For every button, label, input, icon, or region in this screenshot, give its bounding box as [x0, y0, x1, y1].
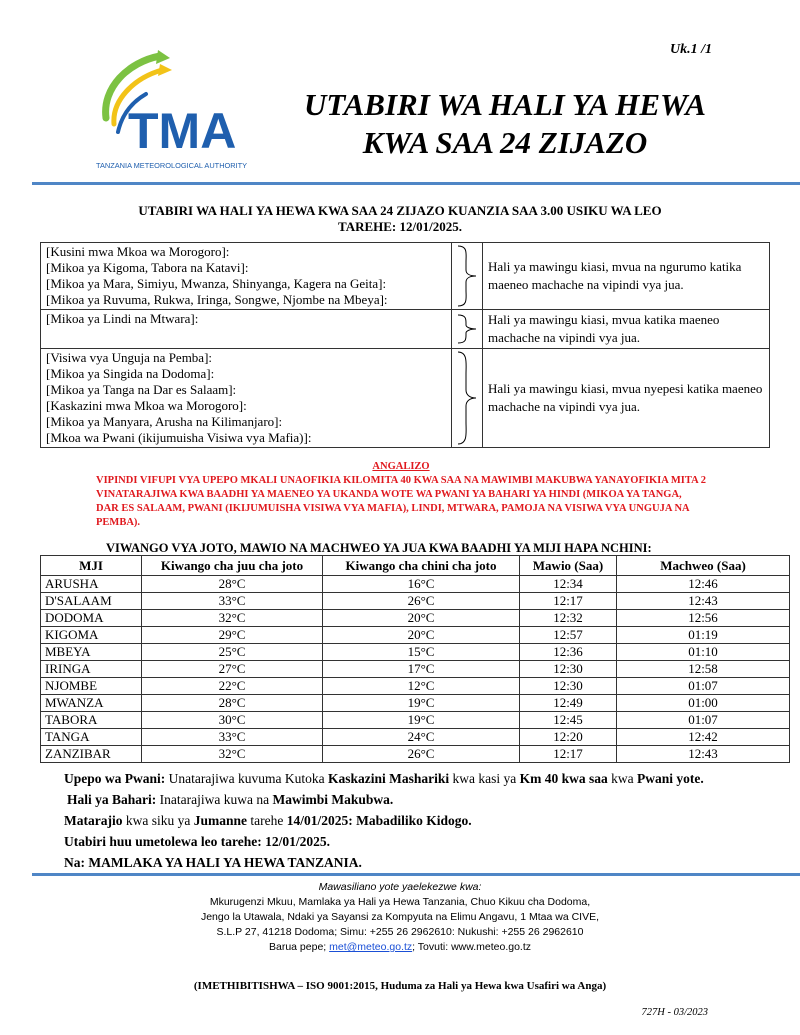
sunset-cell: 01:07	[617, 712, 790, 729]
sunrise-cell: 12:17	[520, 746, 617, 763]
curly-brace-icon	[452, 313, 482, 345]
tma-logo	[88, 48, 260, 176]
region-label: [Mikoa ya Tanga na Dar es Salaam]:	[46, 382, 237, 397]
sea-text: Inatarajiwa kuwa na	[156, 792, 273, 807]
warning-heading: ANGALIZO	[372, 461, 430, 472]
table-row	[41, 712, 790, 729]
sea-state-note	[64, 789, 774, 810]
outlook-text: kwa siku ya	[122, 813, 194, 828]
email-label: Barua pepe;	[268, 941, 330, 953]
city-cell: ZANZIBAR	[41, 746, 142, 763]
forecast-regions	[41, 310, 452, 349]
coastal-wind-note	[64, 768, 774, 789]
logo-abbr: TMA	[128, 103, 237, 159]
min-temp-cell: 15°C	[323, 644, 520, 661]
min-temp-cell: 19°C	[323, 695, 520, 712]
table-row	[41, 644, 790, 661]
outlook-label: Matarajio	[64, 813, 123, 828]
brace-cell	[452, 310, 483, 349]
contact-footer	[110, 880, 690, 955]
sunset-cell: 01:10	[617, 644, 790, 661]
sunset-cell: 12:46	[617, 576, 790, 593]
city-cell: DODOMA	[41, 610, 142, 627]
min-temp-cell: 20°C	[323, 610, 520, 627]
wind-text: kwa	[607, 771, 637, 786]
wind-speed: Km 40 kwa saa	[519, 771, 608, 786]
region-label: [Visiwa vya Unguja na Pemba]:	[46, 350, 213, 365]
sunset-cell: 01:00	[617, 695, 790, 712]
city-cell: MWANZA	[41, 695, 142, 712]
title-line-2: KWA SAA 24 ZIJAZO	[362, 125, 648, 160]
min-temp-cell: 17°C	[323, 661, 520, 678]
subtitle-date: TAREHE: 12/01/2025.	[338, 219, 462, 234]
column-header-min-temp: Kiwango cha chini cha joto	[323, 556, 520, 576]
city-cell: KIGOMA	[41, 627, 142, 644]
region-label: [Mikoa ya Manyara, Arusha na Kilimanjaro]:	[46, 414, 283, 429]
column-header-city: MJI	[41, 556, 142, 576]
issuer	[64, 852, 774, 873]
outlook-day: Jumanne	[193, 813, 247, 828]
table-row	[41, 576, 790, 593]
regional-forecast-table	[40, 242, 770, 448]
sunrise-cell: 12:49	[520, 695, 617, 712]
city-cell: MBEYA	[41, 644, 142, 661]
wind-direction: Kaskazini Mashariki	[327, 771, 450, 786]
max-temp-cell: 25°C	[142, 644, 323, 661]
sunrise-cell: 12:34	[520, 576, 617, 593]
issued-date	[64, 831, 774, 852]
email-link[interactable]: met@meteo.go.tz	[329, 941, 413, 953]
footer-contact-line	[110, 940, 690, 955]
max-temp-cell: 29°C	[142, 627, 323, 644]
forecast-description: Hali ya mawingu kiasi, mvua nyepesi katika maeneo machache na vipindi vya jua.	[483, 349, 770, 448]
column-header-sunrise: Mawio (Saa)	[520, 556, 617, 576]
outlook-value: 14/01/2025: Mabadiliko Kidogo.	[286, 813, 472, 828]
min-temp-cell: 16°C	[323, 576, 520, 593]
max-temp-cell: 30°C	[142, 712, 323, 729]
table-row	[41, 610, 790, 627]
sunrise-cell: 12:45	[520, 712, 617, 729]
temperature-section-heading: VIWANGO VYA JOTO, MAWIO NA MACHWEO YA JUA KWA BAADHI YA MIJI HAPA NCHINI:	[106, 541, 652, 555]
city-cell: TANGA	[41, 729, 142, 746]
outlook-note	[64, 810, 774, 831]
column-header-sunset: Machweo (Saa)	[617, 556, 790, 576]
table-header-row	[41, 556, 790, 576]
table-row	[41, 729, 790, 746]
max-temp-cell: 33°C	[142, 593, 323, 610]
wind-text: Unatarajiwa kuvuma Kutoka	[165, 771, 328, 786]
footer-line: S.L.P 27, 41218 Dodoma; Simu: +255 26 2962610: Nukushi: +255 26 2962610	[216, 926, 584, 938]
curly-brace-icon	[452, 350, 482, 446]
website-text: ; Tovuti: www.meteo.go.tz	[412, 941, 532, 953]
city-cell: NJOMBE	[41, 678, 142, 695]
max-temp-cell: 28°C	[142, 695, 323, 712]
table-row	[41, 661, 790, 678]
region-label: [Mkoa wa Pwani (ikijumuisha Visiwa vya Mafia)]:	[46, 430, 312, 445]
city-cell: TABORA	[41, 712, 142, 729]
table-row	[41, 746, 790, 763]
wind-area: Pwani yote.	[637, 771, 704, 786]
sunset-cell: 12:43	[617, 746, 790, 763]
sunrise-cell: 12:30	[520, 661, 617, 678]
forecast-regions	[41, 243, 452, 310]
forecast-notes	[64, 768, 774, 873]
issued-text: Utabiri huu umetolewa leo tarehe: 12/01/2025.	[64, 834, 330, 849]
sunset-cell: 01:07	[617, 678, 790, 695]
sunrise-cell: 12:17	[520, 593, 617, 610]
sunrise-cell: 12:57	[520, 627, 617, 644]
sea-label: Hali ya Bahari:	[67, 792, 157, 807]
region-label: [Kaskazini mwa Mkoa wa Morogoro]:	[46, 398, 247, 413]
logo-org-name: TANZANIA METEOROLOGICAL AUTHORITY	[96, 161, 248, 170]
brace-cell	[452, 243, 483, 310]
sunrise-cell: 12:36	[520, 644, 617, 661]
city-cell: D'SALAAM	[41, 593, 142, 610]
min-temp-cell: 26°C	[323, 746, 520, 763]
region-label: [Kusini mwa Mkoa wa Morogoro]:	[46, 244, 230, 259]
region-label: [Mikoa ya Singida na Dodoma]:	[46, 366, 215, 381]
page-number: Uk.1 /1	[670, 42, 712, 57]
sea-state: Mawimbi Makubwa.	[272, 792, 394, 807]
title-line-1: UTABIRI WA HALI YA HEWA	[303, 87, 706, 122]
table-row	[41, 695, 790, 712]
sunrise-cell: 12:32	[520, 610, 617, 627]
min-temp-cell: 24°C	[323, 729, 520, 746]
brace-cell	[452, 349, 483, 448]
city-cell: IRINGA	[41, 661, 142, 678]
tma-logo-graphic	[88, 48, 260, 176]
region-label: [Mikoa ya Mara, Simiyu, Mwanza, Shinyanga, Kagera na Geita]:	[46, 276, 387, 291]
page-title	[250, 86, 760, 162]
warning-notice	[96, 460, 706, 530]
forecast-regions	[41, 349, 452, 448]
forecast-description: Hali ya mawingu kiasi, mvua katika maeneo machache na vipindi vya jua.	[483, 310, 770, 349]
min-temp-cell: 26°C	[323, 593, 520, 610]
footer-line: Mkurugenzi Mkuu, Mamlaka ya Hali ya Hewa Tanzania, Chuo Kikuu cha Dodoma,	[209, 896, 591, 908]
column-header-max-temp: Kiwango cha juu cha joto	[142, 556, 323, 576]
max-temp-cell: 28°C	[142, 576, 323, 593]
city-cell: ARUSHA	[41, 576, 142, 593]
footer-heading: Mawasiliano yote yaelekezwe kwa:	[318, 881, 482, 893]
footer-divider	[32, 873, 800, 876]
forecast-description: Hali ya mawingu kiasi, mvua na ngurumo katika maeneo machache na vipindi vya jua.	[483, 243, 770, 310]
wind-label: Upepo wa Pwani:	[64, 771, 166, 786]
sunrise-cell: 12:20	[520, 729, 617, 746]
curly-brace-icon	[452, 244, 482, 308]
max-temp-cell: 32°C	[142, 746, 323, 763]
forecast-subtitle	[40, 203, 760, 235]
sunset-cell: 12:56	[617, 610, 790, 627]
sunset-cell: 12:42	[617, 729, 790, 746]
max-temp-cell: 22°C	[142, 678, 323, 695]
issuer-text: Na: MAMLAKA YA HALI YA HEWA TANZANIA.	[64, 855, 362, 870]
wind-text: kwa kasi ya	[449, 771, 520, 786]
region-label: [Mikoa ya Ruvuma, Rukwa, Iringa, Songwe, Njombe na Mbeya]:	[46, 292, 388, 307]
region-label: [Mikoa ya Kigoma, Tabora na Katavi]:	[46, 260, 249, 275]
certification-note: (IMETHIBITISHWA – ISO 9001:2015, Huduma za Hali ya Hewa kwa Usafiri wa Anga)	[193, 980, 607, 992]
max-temp-cell: 27°C	[142, 661, 323, 678]
sunset-cell: 12:43	[617, 593, 790, 610]
forecast-row	[41, 310, 770, 349]
min-temp-cell: 19°C	[323, 712, 520, 729]
subtitle-line-1: UTABIRI WA HALI YA HEWA KWA SAA 24 ZIJAZO KUANZIA SAA 3.00 USIKU WA LEO	[138, 203, 662, 218]
forecast-row	[41, 349, 770, 448]
document-code: 727H - 03/2023	[641, 1007, 708, 1018]
max-temp-cell: 33°C	[142, 729, 323, 746]
footer-line: Jengo la Utawala, Ndaki ya Sayansi za Kompyuta na Elimu Angavu, 1 Mtaa wa CIVE,	[200, 911, 600, 923]
sunrise-cell: 12:30	[520, 678, 617, 695]
header-divider	[32, 182, 800, 185]
region-label: [Mikoa ya Lindi na Mtwara]:	[46, 311, 199, 326]
table-row	[41, 627, 790, 644]
min-temp-cell: 12°C	[323, 678, 520, 695]
forecast-row	[41, 243, 770, 310]
sunset-cell: 12:58	[617, 661, 790, 678]
max-temp-cell: 32°C	[142, 610, 323, 627]
table-row	[41, 678, 790, 695]
warning-text: VIPINDI VIFUPI VYA UPEPO MKALI UNAOFIKIA KILOMITA 40 KWA SAA NA MAWIMBI MAKUBWA YANAYOFIKIA MITA 2 VINATARAJIWA KWA BAADHI YA MAENEO YA UKANDA WOTE WA PWANI YA BAHARI YA HINDI (MIKOA YA TANGA, DAR ES SALAAM, PWANI (IKIJUMUISHA VISIWA VYA MAFIA), LINDI, MTWARA, PAMOJA NA VISIWA VYA UNGUJA NA PEMBA).	[96, 475, 706, 528]
city-temperature-table	[40, 555, 790, 763]
sunset-cell: 01:19	[617, 627, 790, 644]
min-temp-cell: 20°C	[323, 627, 520, 644]
outlook-text: tarehe	[247, 813, 287, 828]
table-row	[41, 593, 790, 610]
